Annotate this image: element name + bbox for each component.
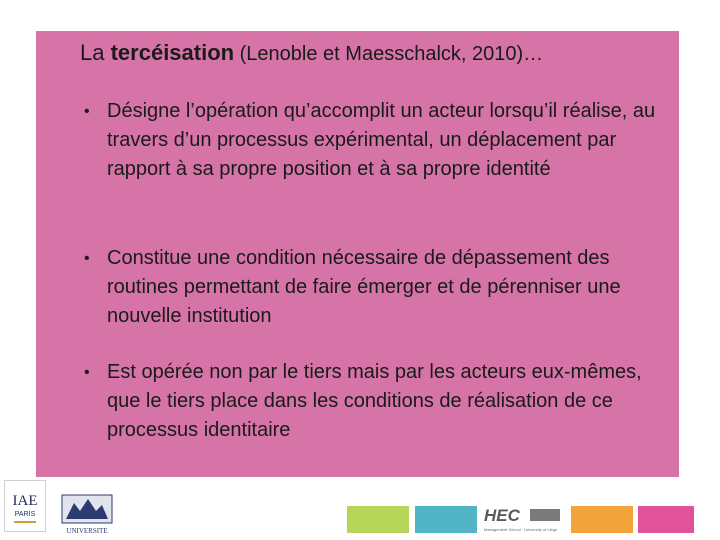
- iae-paris-logo: [4, 480, 46, 532]
- footer-bar-teal: [415, 506, 477, 533]
- bullet-item: [84, 97, 669, 184]
- title-term: tercéisation: [110, 40, 235, 65]
- footer-bar-green: [347, 506, 409, 533]
- hec-liege-logo: [480, 503, 568, 535]
- university-logo: [58, 493, 116, 535]
- hec-logo-text: HEC: [484, 506, 520, 525]
- univ-logo-text: UNIVERSITE: [66, 527, 108, 535]
- footer-bar-pink: [638, 506, 694, 533]
- bullet-marker: •: [84, 103, 90, 120]
- bullet-text: Constitue une condition nécessaire de dépassement des routines permettant de faire émerger et de pérenniser une nouvelle institution: [107, 247, 621, 327]
- bullet-marker: •: [84, 364, 90, 381]
- title-citation: (Lenoble et Maesschalck, 2010)…: [234, 43, 544, 65]
- iae-logo-sub: PARIS: [14, 511, 36, 518]
- bullet-item: [84, 244, 669, 331]
- hec-logo-sub: Management School · University of Liège: [484, 527, 558, 532]
- bullet-text: Désigne l’opération qu’accomplit un acteur lorsqu’il réalise, au travers d’un processus expérimental, un déplacement par rapport à sa propre position et à sa propre identité: [107, 100, 656, 180]
- bullet-marker: •: [84, 250, 90, 267]
- iae-logo-text: IAE: [12, 493, 38, 509]
- slide-title: [80, 40, 543, 66]
- bullet-text: Est opérée non par le tiers mais par les acteurs eux-mêmes, que le tiers place dans les conditions de réalisation de ce processus identitaire: [107, 361, 642, 441]
- bullet-item: [84, 358, 669, 445]
- title-prefix: La: [80, 40, 111, 65]
- footer-bar-orange: [571, 506, 633, 533]
